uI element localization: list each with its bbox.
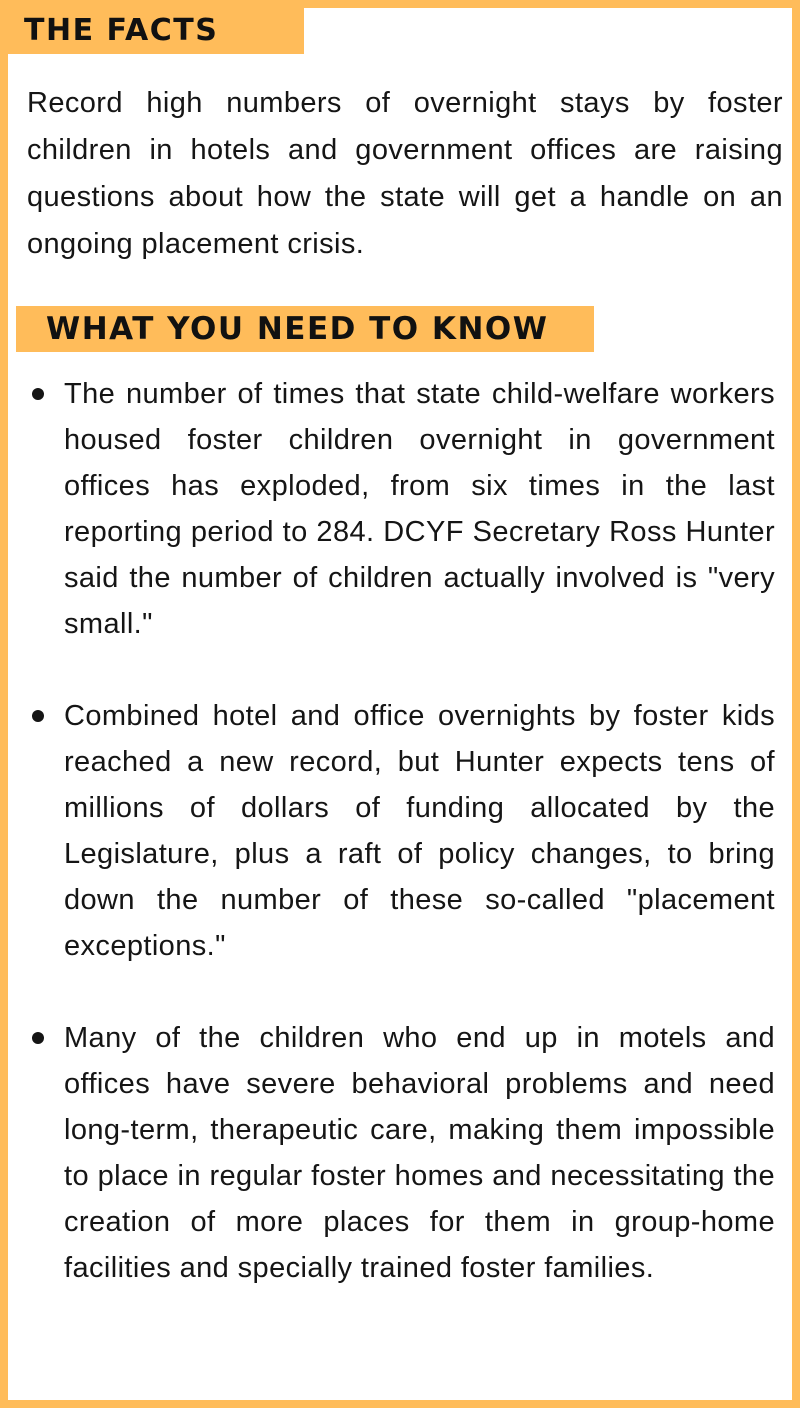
facts-paragraph: Record high numbers of overnight stays by foster children in hotels and government offices are raising questions about how the state will get a handle on an ongoing placement crisis. xyxy=(27,87,783,260)
bullet-list xyxy=(8,371,800,1337)
bullet-dot-icon xyxy=(32,1032,44,1044)
bullet-item xyxy=(8,1015,800,1291)
bullet-text: Combined hotel and office overnights by foster kids reached a new record, but Hunter expects tens of millions of dollars of funding allocated by the Legislature, plus a raft of policy changes, to bring down the number of these so-called "placement exceptions." xyxy=(64,700,775,962)
bullet-text: Many of the children who end up in motels and offices have severe behavioral problems and need long-term, therapeutic care, making them impossible to place in regular foster homes and necessitating the creation of more places for them in group-home facilities and specially trained foster families. xyxy=(64,1022,775,1284)
need-to-know-heading: WHAT YOU NEED TO KNOW xyxy=(16,306,594,352)
bullet-item xyxy=(8,371,800,647)
bullet-dot-icon xyxy=(32,388,44,400)
bullet-dot-icon xyxy=(32,710,44,722)
bullet-text: The number of times that state child-welfare workers housed foster children overnight in government offices has exploded, from six times in the last reporting period to 284. DCYF Secretary Ross Hunter said the number of children actually involved is "very small." xyxy=(64,378,775,640)
bullet-item xyxy=(8,693,800,969)
facts-heading: THE FACTS xyxy=(8,8,304,54)
